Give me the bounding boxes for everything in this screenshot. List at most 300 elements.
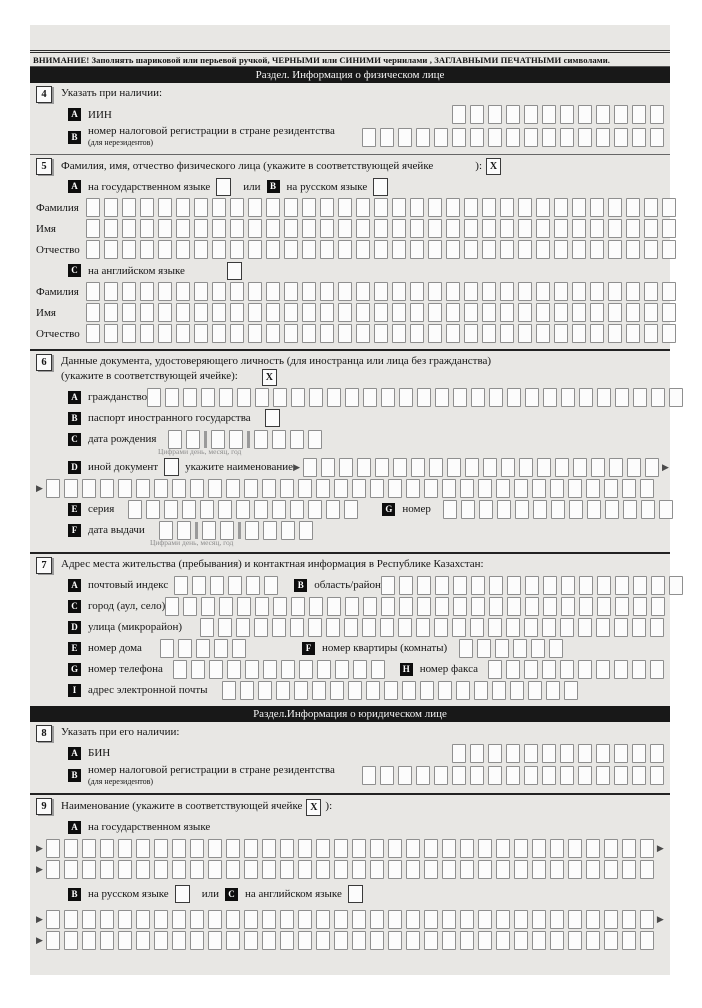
input-cell[interactable]: [645, 458, 659, 477]
input-cell[interactable]: [528, 681, 542, 700]
input-cell[interactable]: [158, 282, 172, 301]
input-cell[interactable]: [229, 430, 243, 449]
input-cell[interactable]: [291, 597, 305, 616]
input-cell[interactable]: [446, 240, 460, 259]
input-cell[interactable]: [158, 219, 172, 238]
input-cell[interactable]: [488, 660, 502, 679]
input-cell[interactable]: [644, 303, 658, 322]
input-cell[interactable]: [122, 282, 136, 301]
input-cell[interactable]: [64, 479, 78, 498]
input-cell[interactable]: [644, 198, 658, 217]
input-cell[interactable]: [496, 931, 510, 950]
input-cell[interactable]: [641, 500, 655, 519]
input-cell[interactable]: [489, 576, 503, 595]
input-cell[interactable]: [596, 618, 610, 637]
input-cell[interactable]: [578, 105, 592, 124]
input-cell[interactable]: [380, 766, 394, 785]
input-cell[interactable]: [316, 479, 330, 498]
input-cell[interactable]: [632, 766, 646, 785]
input-cell[interactable]: [356, 324, 370, 343]
input-cell[interactable]: [371, 660, 385, 679]
input-cell[interactable]: [202, 521, 216, 540]
input-cell[interactable]: [244, 479, 258, 498]
citizenship-cells[interactable]: [147, 388, 683, 407]
input-cell[interactable]: [471, 597, 485, 616]
input-cell[interactable]: [464, 282, 478, 301]
input-cell[interactable]: [524, 660, 538, 679]
input-cell[interactable]: [64, 860, 78, 879]
input-cell[interactable]: [298, 910, 312, 929]
input-cell[interactable]: [211, 430, 225, 449]
input-cell[interactable]: [173, 660, 187, 679]
input-cell[interactable]: [435, 388, 449, 407]
input-cell[interactable]: [644, 240, 658, 259]
input-cell[interactable]: [280, 910, 294, 929]
input-cell[interactable]: [357, 458, 371, 477]
input-cell[interactable]: [212, 219, 226, 238]
input-cell[interactable]: [46, 910, 60, 929]
input-cell[interactable]: [230, 219, 244, 238]
input-cell[interactable]: [266, 282, 280, 301]
input-cell[interactable]: [434, 766, 448, 785]
fax-number-cells[interactable]: [488, 660, 664, 679]
input-cell[interactable]: [590, 303, 604, 322]
patronymic-cells[interactable]: [86, 240, 676, 259]
input-cell[interactable]: [237, 597, 251, 616]
name-state-row1-cells[interactable]: [46, 839, 654, 858]
input-cell[interactable]: [524, 128, 538, 147]
input-cell[interactable]: [488, 618, 502, 637]
input-cell[interactable]: [298, 860, 312, 879]
input-cell[interactable]: [100, 479, 114, 498]
input-cell[interactable]: [482, 219, 496, 238]
firstname-en-cells[interactable]: [86, 303, 676, 322]
input-cell[interactable]: [177, 521, 191, 540]
input-cell[interactable]: [464, 219, 478, 238]
input-cell[interactable]: [453, 597, 467, 616]
input-cell[interactable]: [191, 660, 205, 679]
input-cell[interactable]: [334, 860, 348, 879]
input-cell[interactable]: [597, 597, 611, 616]
input-cell[interactable]: [525, 388, 539, 407]
input-cell[interactable]: [302, 219, 316, 238]
input-cell[interactable]: [298, 931, 312, 950]
input-cell[interactable]: [338, 219, 352, 238]
input-cell[interactable]: [524, 618, 538, 637]
input-cell[interactable]: [550, 860, 564, 879]
input-cell[interactable]: [550, 839, 564, 858]
input-cell[interactable]: [478, 860, 492, 879]
input-cell[interactable]: [370, 910, 384, 929]
apartment-number-cells[interactable]: [459, 639, 563, 658]
input-cell[interactable]: [190, 839, 204, 858]
input-cell[interactable]: [248, 303, 262, 322]
input-cell[interactable]: [122, 324, 136, 343]
input-cell[interactable]: [381, 597, 395, 616]
input-cell[interactable]: [542, 766, 556, 785]
input-cell[interactable]: [443, 500, 457, 519]
input-cell[interactable]: [417, 388, 431, 407]
input-cell[interactable]: [392, 219, 406, 238]
input-cell[interactable]: [284, 324, 298, 343]
input-cell[interactable]: [536, 282, 550, 301]
input-cell[interactable]: [308, 500, 322, 519]
name-other-row2-cells[interactable]: [46, 931, 654, 950]
firstname-cells[interactable]: [86, 219, 676, 238]
input-cell[interactable]: [254, 500, 268, 519]
input-cell[interactable]: [154, 910, 168, 929]
input-cell[interactable]: [388, 931, 402, 950]
input-cell[interactable]: [524, 744, 538, 763]
input-cell[interactable]: [614, 744, 628, 763]
input-cell[interactable]: [626, 219, 640, 238]
input-cell[interactable]: [518, 282, 532, 301]
input-cell[interactable]: [209, 660, 223, 679]
input-cell[interactable]: [200, 618, 214, 637]
input-cell[interactable]: [398, 128, 412, 147]
input-cell[interactable]: [338, 198, 352, 217]
input-cell[interactable]: [165, 597, 179, 616]
input-cell[interactable]: [424, 479, 438, 498]
input-cell[interactable]: [194, 303, 208, 322]
input-cell[interactable]: [518, 324, 532, 343]
input-cell[interactable]: [281, 660, 295, 679]
input-cell[interactable]: [194, 324, 208, 343]
tax-reg-cells[interactable]: [362, 128, 664, 147]
input-cell[interactable]: [176, 282, 190, 301]
input-cell[interactable]: [482, 282, 496, 301]
input-cell[interactable]: [176, 324, 190, 343]
input-cell[interactable]: [280, 839, 294, 858]
input-cell[interactable]: [174, 576, 188, 595]
input-cell[interactable]: [345, 388, 359, 407]
input-cell[interactable]: [633, 388, 647, 407]
input-cell[interactable]: [568, 479, 582, 498]
input-cell[interactable]: [309, 597, 323, 616]
input-cell[interactable]: [370, 839, 384, 858]
input-cell[interactable]: [596, 744, 610, 763]
input-cell[interactable]: [442, 931, 456, 950]
input-cell[interactable]: [452, 766, 466, 785]
input-cell[interactable]: [500, 198, 514, 217]
input-cell[interactable]: [560, 618, 574, 637]
input-cell[interactable]: [590, 324, 604, 343]
input-cell[interactable]: [212, 324, 226, 343]
input-cell[interactable]: [316, 910, 330, 929]
input-cell[interactable]: [299, 660, 313, 679]
street-cells[interactable]: [200, 618, 664, 637]
input-cell[interactable]: [118, 931, 132, 950]
input-cell[interactable]: [615, 388, 629, 407]
input-cell[interactable]: [290, 618, 304, 637]
input-cell[interactable]: [374, 282, 388, 301]
input-cell[interactable]: [546, 681, 560, 700]
input-cell[interactable]: [262, 860, 276, 879]
input-cell[interactable]: [506, 744, 520, 763]
input-cell[interactable]: [605, 500, 619, 519]
input-cell[interactable]: [604, 860, 618, 879]
input-cell[interactable]: [578, 128, 592, 147]
russian-language-checkbox[interactable]: [373, 178, 388, 196]
input-cell[interactable]: [208, 931, 222, 950]
input-cell[interactable]: [222, 681, 236, 700]
input-cell[interactable]: [380, 128, 394, 147]
input-cell[interactable]: [578, 766, 592, 785]
input-cell[interactable]: [316, 839, 330, 858]
input-cell[interactable]: [362, 128, 376, 147]
input-cell[interactable]: [650, 660, 664, 679]
input-cell[interactable]: [226, 910, 240, 929]
input-cell[interactable]: [363, 388, 377, 407]
input-cell[interactable]: [82, 931, 96, 950]
input-cell[interactable]: [118, 910, 132, 929]
input-cell[interactable]: [183, 388, 197, 407]
input-cell[interactable]: [82, 860, 96, 879]
input-cell[interactable]: [572, 240, 586, 259]
input-cell[interactable]: [219, 388, 233, 407]
input-cell[interactable]: [514, 860, 528, 879]
input-cell[interactable]: [236, 500, 250, 519]
input-cell[interactable]: [554, 282, 568, 301]
input-cell[interactable]: [366, 681, 380, 700]
input-cell[interactable]: [506, 766, 520, 785]
postal-code-cells[interactable]: [174, 576, 278, 595]
input-cell[interactable]: [280, 931, 294, 950]
input-cell[interactable]: [669, 576, 683, 595]
input-cell[interactable]: [531, 639, 545, 658]
input-cell[interactable]: [447, 458, 461, 477]
input-cell[interactable]: [614, 105, 628, 124]
input-cell[interactable]: [435, 597, 449, 616]
input-cell[interactable]: [299, 521, 313, 540]
input-cell[interactable]: [291, 388, 305, 407]
input-cell[interactable]: [536, 219, 550, 238]
input-cell[interactable]: [514, 479, 528, 498]
input-cell[interactable]: [374, 219, 388, 238]
input-cell[interactable]: [424, 931, 438, 950]
input-cell[interactable]: [201, 597, 215, 616]
input-cell[interactable]: [626, 282, 640, 301]
input-cell[interactable]: [650, 618, 664, 637]
input-cell[interactable]: [560, 660, 574, 679]
input-cell[interactable]: [219, 597, 233, 616]
input-cell[interactable]: [424, 910, 438, 929]
input-cell[interactable]: [543, 388, 557, 407]
input-cell[interactable]: [416, 618, 430, 637]
input-cell[interactable]: [218, 618, 232, 637]
input-cell[interactable]: [245, 521, 259, 540]
iin-cells[interactable]: [452, 105, 664, 124]
input-cell[interactable]: [284, 240, 298, 259]
input-cell[interactable]: [154, 839, 168, 858]
input-cell[interactable]: [309, 388, 323, 407]
input-cell[interactable]: [262, 839, 276, 858]
input-cell[interactable]: [568, 860, 582, 879]
input-cell[interactable]: [429, 458, 443, 477]
input-cell[interactable]: [572, 198, 586, 217]
input-cell[interactable]: [537, 458, 551, 477]
input-cell[interactable]: [172, 839, 186, 858]
input-cell[interactable]: [560, 766, 574, 785]
input-cell[interactable]: [662, 324, 676, 343]
input-cell[interactable]: [662, 240, 676, 259]
input-cell[interactable]: [273, 597, 287, 616]
input-cell[interactable]: [608, 240, 622, 259]
input-cell[interactable]: [518, 240, 532, 259]
input-cell[interactable]: [614, 128, 628, 147]
input-cell[interactable]: [399, 597, 413, 616]
input-cell[interactable]: [344, 618, 358, 637]
input-cell[interactable]: [280, 860, 294, 879]
input-cell[interactable]: [608, 198, 622, 217]
input-cell[interactable]: [182, 500, 196, 519]
input-cell[interactable]: [572, 303, 586, 322]
input-cell[interactable]: [424, 839, 438, 858]
input-cell[interactable]: [542, 660, 556, 679]
input-cell[interactable]: [604, 931, 618, 950]
input-cell[interactable]: [586, 910, 600, 929]
input-cell[interactable]: [254, 430, 268, 449]
input-cell[interactable]: [104, 219, 118, 238]
input-cell[interactable]: [572, 219, 586, 238]
input-cell[interactable]: [183, 597, 197, 616]
input-cell[interactable]: [561, 597, 575, 616]
input-cell[interactable]: [434, 128, 448, 147]
input-cell[interactable]: [316, 860, 330, 879]
input-cell[interactable]: [622, 839, 636, 858]
input-cell[interactable]: [446, 282, 460, 301]
input-cell[interactable]: [651, 597, 665, 616]
input-cell[interactable]: [212, 240, 226, 259]
input-cell[interactable]: [226, 931, 240, 950]
input-cell[interactable]: [650, 128, 664, 147]
input-cell[interactable]: [644, 324, 658, 343]
input-cell[interactable]: [294, 681, 308, 700]
input-cell[interactable]: [248, 324, 262, 343]
input-cell[interactable]: [208, 479, 222, 498]
input-cell[interactable]: [122, 303, 136, 322]
input-cell[interactable]: [578, 660, 592, 679]
input-cell[interactable]: [650, 105, 664, 124]
input-cell[interactable]: [158, 198, 172, 217]
input-cell[interactable]: [375, 458, 389, 477]
input-cell[interactable]: [632, 128, 646, 147]
input-cell[interactable]: [160, 639, 174, 658]
input-cell[interactable]: [608, 219, 622, 238]
input-cell[interactable]: [352, 839, 366, 858]
input-cell[interactable]: [579, 576, 593, 595]
input-cell[interactable]: [273, 388, 287, 407]
input-cell[interactable]: [212, 198, 226, 217]
input-cell[interactable]: [321, 458, 335, 477]
input-cell[interactable]: [226, 860, 240, 879]
input-cell[interactable]: [244, 910, 258, 929]
input-cell[interactable]: [573, 458, 587, 477]
input-cell[interactable]: [308, 430, 322, 449]
input-cell[interactable]: [536, 240, 550, 259]
input-cell[interactable]: [590, 219, 604, 238]
city-cells[interactable]: [165, 597, 665, 616]
input-cell[interactable]: [280, 479, 294, 498]
input-cell[interactable]: [465, 458, 479, 477]
input-cell[interactable]: [237, 388, 251, 407]
input-cell[interactable]: [442, 839, 456, 858]
input-cell[interactable]: [356, 282, 370, 301]
input-cell[interactable]: [525, 597, 539, 616]
input-cell[interactable]: [513, 639, 527, 658]
input-cell[interactable]: [604, 479, 618, 498]
input-cell[interactable]: [230, 324, 244, 343]
input-cell[interactable]: [659, 500, 673, 519]
input-cell[interactable]: [140, 303, 154, 322]
input-cell[interactable]: [507, 597, 521, 616]
input-cell[interactable]: [514, 910, 528, 929]
input-cell[interactable]: [536, 324, 550, 343]
input-cell[interactable]: [159, 521, 173, 540]
input-cell[interactable]: [64, 910, 78, 929]
input-cell[interactable]: [452, 744, 466, 763]
input-cell[interactable]: [248, 240, 262, 259]
surname-en-cells[interactable]: [86, 282, 676, 301]
input-cell[interactable]: [478, 910, 492, 929]
input-cell[interactable]: [650, 744, 664, 763]
state-language-checkbox[interactable]: [216, 178, 231, 196]
input-cell[interactable]: [290, 500, 304, 519]
input-cell[interactable]: [428, 282, 442, 301]
input-cell[interactable]: [446, 303, 460, 322]
input-cell[interactable]: [284, 282, 298, 301]
input-cell[interactable]: [200, 500, 214, 519]
input-cell[interactable]: [254, 618, 268, 637]
input-cell[interactable]: [410, 240, 424, 259]
input-cell[interactable]: [578, 618, 592, 637]
input-cell[interactable]: [86, 282, 100, 301]
input-cell[interactable]: [579, 388, 593, 407]
input-cell[interactable]: [524, 105, 538, 124]
input-cell[interactable]: [626, 198, 640, 217]
input-cell[interactable]: [464, 324, 478, 343]
input-cell[interactable]: [338, 282, 352, 301]
input-cell[interactable]: [240, 681, 254, 700]
input-cell[interactable]: [284, 303, 298, 322]
input-cell[interactable]: [662, 303, 676, 322]
input-cell[interactable]: [561, 576, 575, 595]
input-cell[interactable]: [416, 128, 430, 147]
section-9-x-checkbox[interactable]: X: [306, 799, 321, 816]
input-cell[interactable]: [633, 597, 647, 616]
input-cell[interactable]: [100, 931, 114, 950]
input-cell[interactable]: [406, 479, 420, 498]
email-cells[interactable]: [222, 681, 578, 700]
input-cell[interactable]: [632, 744, 646, 763]
input-cell[interactable]: [284, 219, 298, 238]
input-cell[interactable]: [248, 282, 262, 301]
input-cell[interactable]: [474, 681, 488, 700]
input-cell[interactable]: [596, 660, 610, 679]
input-cell[interactable]: [524, 766, 538, 785]
input-cell[interactable]: [644, 282, 658, 301]
input-cell[interactable]: [312, 681, 326, 700]
input-cell[interactable]: [596, 105, 610, 124]
input-cell[interactable]: [478, 839, 492, 858]
input-cell[interactable]: [308, 618, 322, 637]
input-cell[interactable]: [532, 839, 546, 858]
input-cell[interactable]: [298, 479, 312, 498]
input-cell[interactable]: [402, 681, 416, 700]
input-cell[interactable]: [388, 839, 402, 858]
input-cell[interactable]: [519, 458, 533, 477]
input-cell[interactable]: [388, 910, 402, 929]
